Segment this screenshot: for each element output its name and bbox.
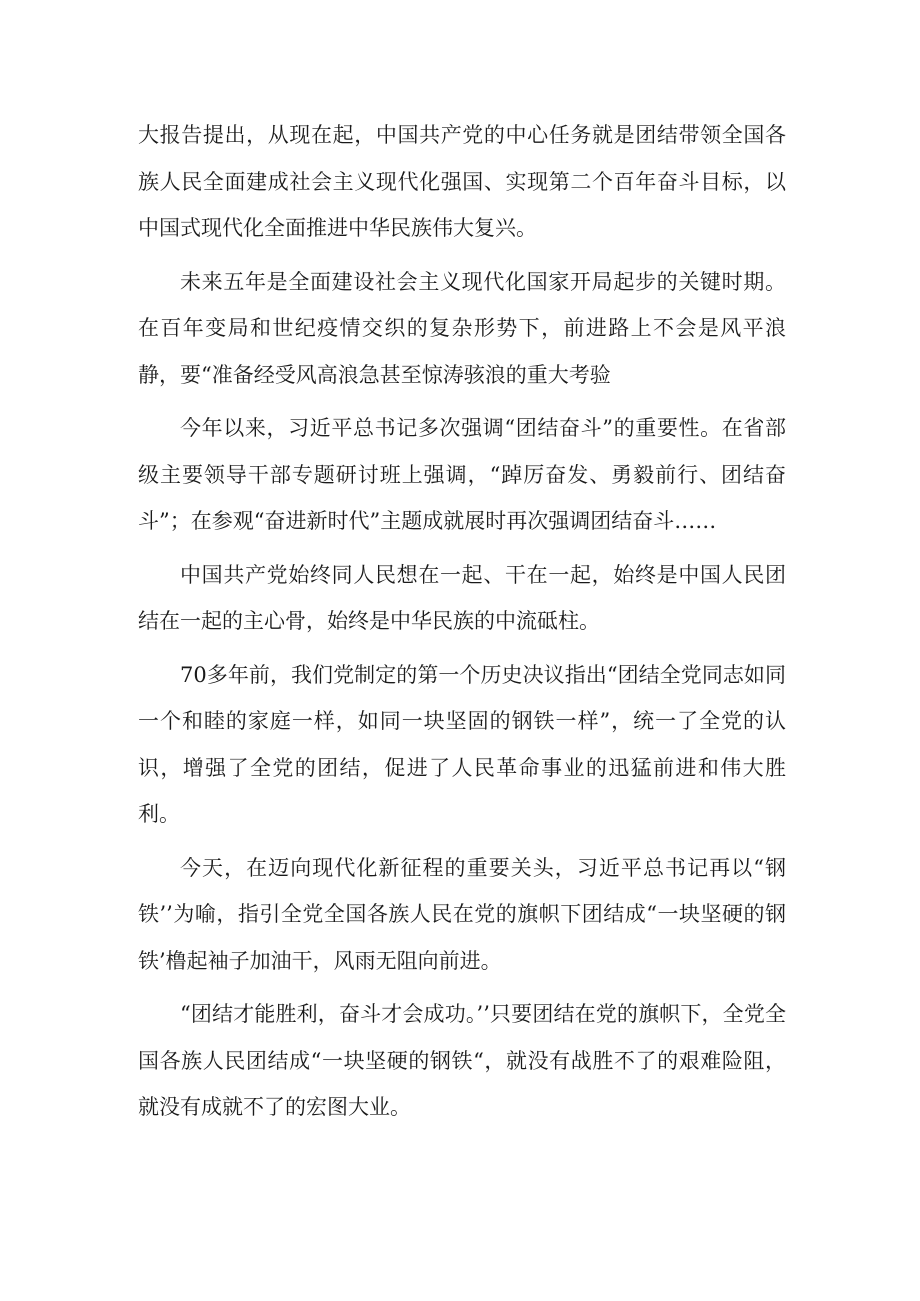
paragraph-3: 今年以来，习近平总书记多次强调“团结奋斗”的重要性。在省部级主要领导干部专题研讨班上强调，“踔厉奋发、勇毅前行、团结奋斗”；在参观“奋进新时代”主题成就展时再次强调团结奋斗…… (138, 416, 786, 533)
paragraph-7: “团结才能胜利，奋斗才会成功。’’只要团结在党的旗帜下，全党全国各族人民团结成“一块坚硬的钢铁“，就没有战胜不了的艰难险阻，就没有成就不了的宏图大业。 (138, 1002, 786, 1119)
paragraph-1: 大报告提出，从现在起，中国共产党的中心任务就是团结带领全国各族人民全面建成社会主义现代化强国、实现第二个百年奋斗目标，以中国式现代化全面推进中华民族伟大复兴。 (138, 123, 786, 240)
document-body (138, 112, 786, 1138)
paragraph-2: 未来五年是全面建设社会主义现代化国家开局起步的关键时期。在百年变局和世纪疫情交织的复杂形势下，前进路上不会是风平浪静，要“准备经受风高浪急甚至惊涛骇浪的重大考验 (138, 269, 786, 387)
paragraph-6: 今天，在迈向现代化新征程的重要关头，习近平总书记再以“钢铁’’为喻，指引全党全国各族人民在党的旗帜下团结成“一块坚硬的钢铁’橹起袖子加油干，风雨无阻向前进。 (138, 855, 786, 973)
paragraph-5: 70多年前，我们党制定的第一个历史决议指出“团结全党同志如同一个和睦的家庭一样，如同一块坚固的钢铁一样”，统一了全党的认识，增强了全党的团结，促进了人民革命事业的迅猛前进和伟大胜利。 (138, 662, 786, 826)
paragraph-4: 中国共产党始终同人民想在一起、干在一起，始终是中国人民团结在一起的主心骨，始终是中华民族的中流砥柱。 (138, 562, 786, 633)
